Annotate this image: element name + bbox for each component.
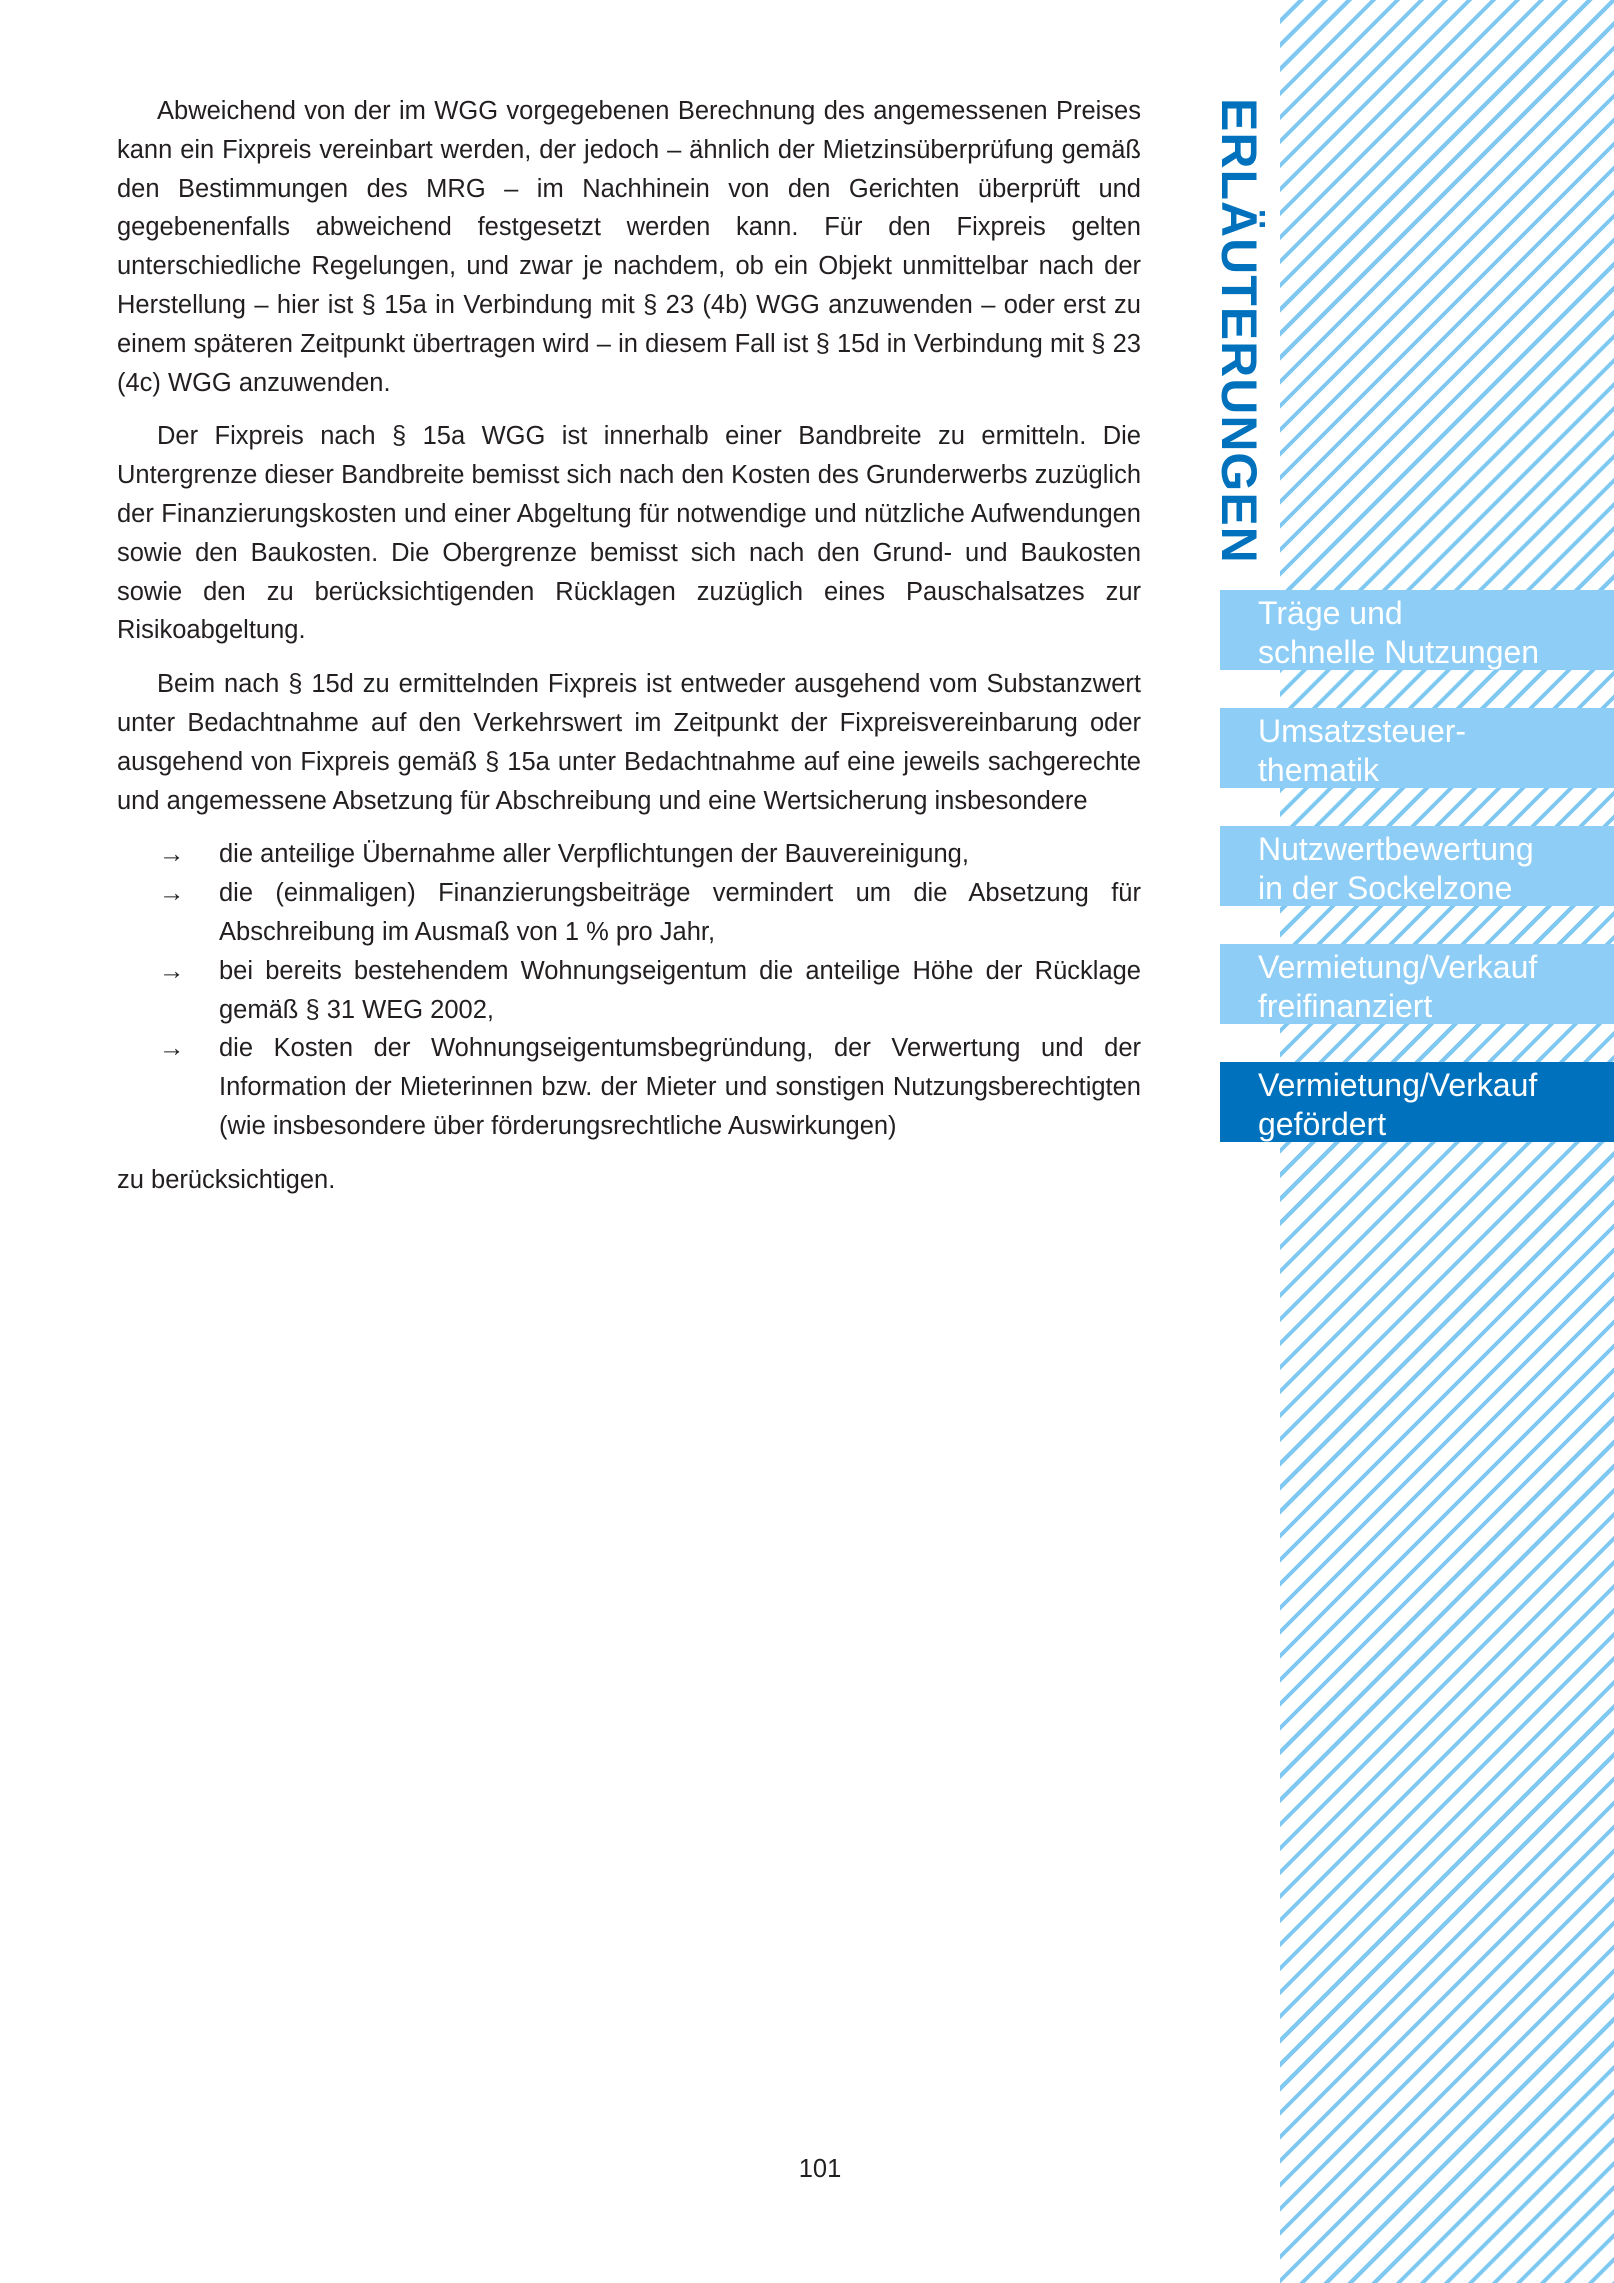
tab-vermietung-verkauf-freifinanziert[interactable] [1220, 944, 1614, 1024]
list-item [117, 835, 1141, 874]
tab-label-line2: gefördert [1258, 1106, 1387, 1142]
arrow-icon: → [159, 879, 185, 908]
tab-label-line1: Vermietung/Verkauf [1258, 949, 1538, 985]
section-heading-text: ERLÄUTERUNGEN [1211, 98, 1267, 564]
tab-label-line2: thematik [1258, 752, 1379, 788]
section-heading-vertical [1211, 98, 1267, 564]
tab-label-line1: Nutzwertbewertung [1258, 831, 1534, 867]
tab-label-line2: in der Sockelzone [1258, 870, 1513, 906]
paragraph: Der Fixpreis nach § 15a WGG ist innerhalb einer Bandbreite zu ermitteln. Die Untergrenze dieser Bandbreite bemisst sich nach den Kosten des Grunderwerbs zuzüglich der Finanzierungskosten und einer Abgeltung für notwendige und nützliche Aufwendungen sowie den Baukosten. Die Obergrenze bemisst sich nach den Grund- und Baukosten sowie den zu berücksichtigenden Rücklagen zuzüglich eines Pauschalsatzes zur Risikoabgeltung. [117, 422, 1141, 645]
tab-vermietung-verkauf-gefoerdert[interactable] [1220, 1062, 1614, 1142]
tab-label-line1: Vermietung/Verkauf [1258, 1067, 1538, 1103]
list-item-text: bei bereits bestehendem Wohnungseigentum die anteilige Höhe der Rücklage gemäß § 31 WEG 2002, [219, 956, 1141, 1024]
tab-label-line2: schnelle Nutzungen [1258, 634, 1540, 670]
closing-line: zu berücksichtigen. [117, 1165, 336, 1194]
list-item [117, 1029, 1141, 1145]
paragraph: Beim nach § 15d zu ermittelnden Fixpreis ist entweder ausgehend vom Substanzwert unter Bedachtnahme auf den Verkehrswert im Zeitpunkt der Fixpreisvereinbarung oder ausgehend von Fixpreis gemäß § 15a unter Bedachtnahme auf eine jeweils sachgerechte und angemessene Absetzung für Abschreibung und eine Wertsicherung insbesondere [117, 670, 1141, 815]
list-item-text: die (einmaligen) Finanzierungsbeiträge vermindert um die Absetzung für Abschreibung im Ausmaß von 1 % pro Jahr, [219, 879, 1141, 946]
arrow-icon: → [159, 956, 185, 985]
arrow-icon: → [159, 840, 185, 869]
page-number: 101 [798, 2155, 842, 2183]
list-item-text: die anteilige Übernahme aller Verpflichtungen der Bauvereinigung, [219, 840, 969, 869]
tab-label-line2: freifinanziert [1258, 988, 1433, 1024]
paragraph: Abweichend von der im WGG vorgegebenen Berechnung des angemessenen Preises kann ein Fixpreis vereinbart werden, der jedoch – ähnlich der Mietzinsüberprüfung gemäß den Bestimmungen des MRG – im Nachhinein von den Gerichten überprüft und gegebenenfalls abweichend festgesetzt werden kann. Für den Fixpreis gelten unterschiedliche Regelungen, und zwar je nachdem, ob ein Objekt unmittelbar nach der Herstellung – hier ist § 15a in Verbindung mit § 23 (4b) WGG anzuwenden – oder erst zu einem späteren Zeitpunkt übertragen wird – in diesem Fall ist § 15d in Verbindung mit § 23 (4c) WGG anzuwenden. [117, 97, 1141, 397]
main-text [117, 92, 1141, 1215]
tab-umsatzsteuerthematik[interactable] [1220, 708, 1614, 788]
tab-label-line1: Umsatzsteuer- [1258, 713, 1467, 749]
arrow-list [117, 835, 1141, 1145]
list-item [117, 874, 1141, 952]
list-item [117, 952, 1141, 1030]
tab-traege-und-schnelle-nutzungen[interactable] [1220, 590, 1614, 670]
tab-label-line1: Träge und [1258, 595, 1403, 631]
arrow-icon: → [159, 1034, 185, 1063]
tab-nutzwertbewertung[interactable] [1220, 826, 1614, 906]
list-item-text: die Kosten der Wohnungseigentumsbegründung, der Verwertung und der Information der Mieterinnen bzw. der Mieter und sonstigen Nutzungsberechtigten (wie insbesondere über förderungsrechtliche Auswirkungen) [219, 1034, 1141, 1140]
